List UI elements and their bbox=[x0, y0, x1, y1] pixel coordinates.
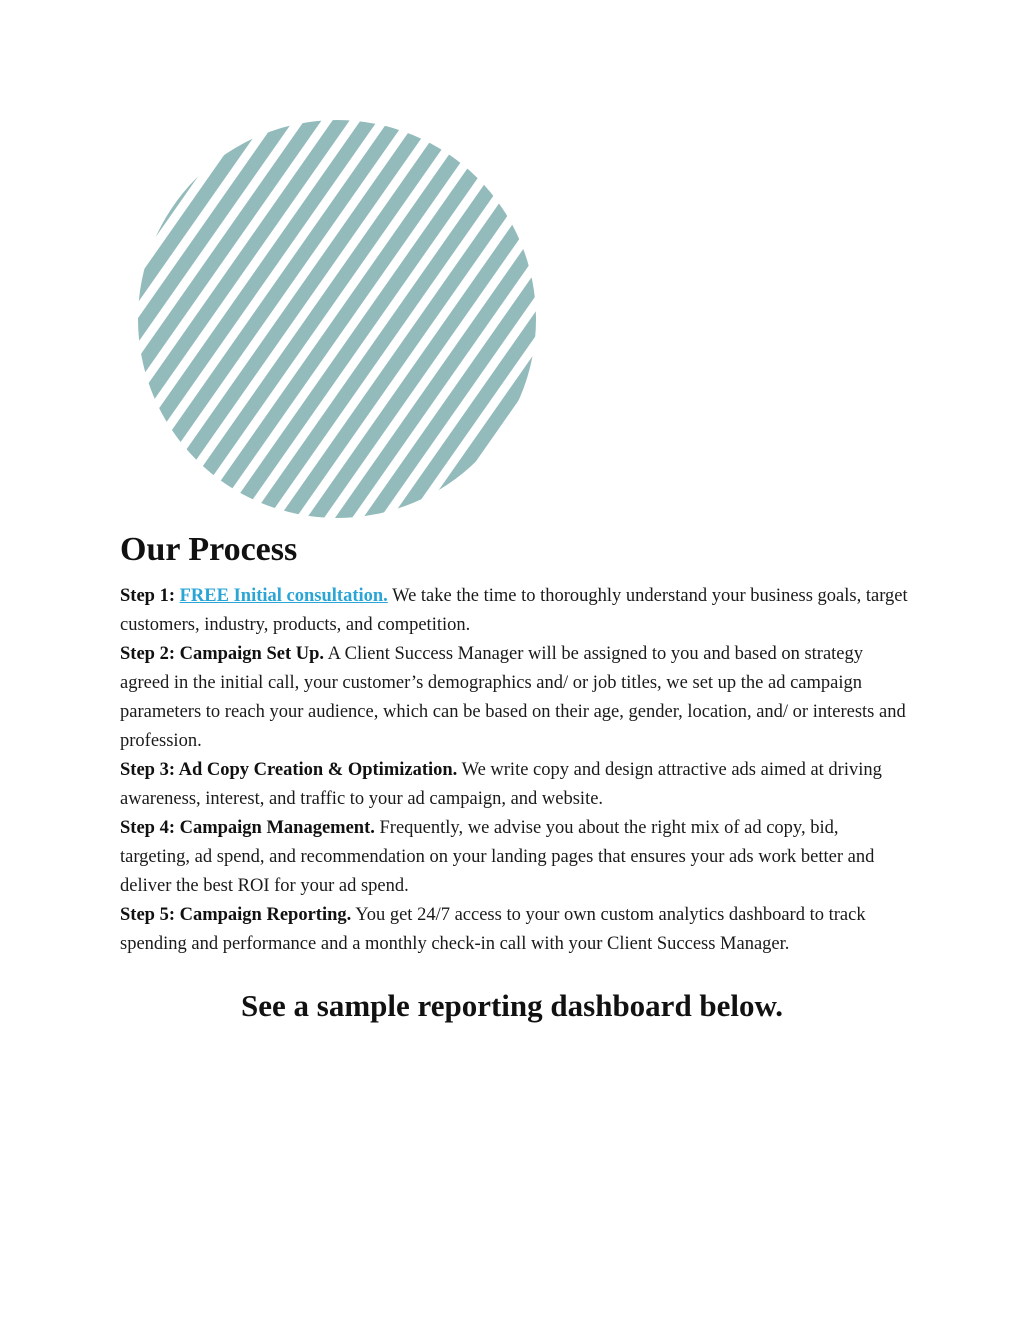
step-4-text: Frequently, we advise you about the right mix of ad copy, bid, targeting, ad spend, and recommendation on your landing pages that ensures your ads work better and deliver the best ROI for your ad spend. bbox=[120, 818, 875, 896]
step-4-label: Step 4: Campaign Management. bbox=[120, 818, 375, 838]
step-3-text: We write copy and design attractive ads aimed at driving awareness, interest, and traffic to your ad campaign, and website. bbox=[120, 760, 882, 809]
step-1-label: Step 1: bbox=[120, 586, 175, 606]
step-5-label: Step 5: Campaign Reporting. bbox=[120, 905, 352, 925]
striped-circle-graphic bbox=[137, 119, 537, 519]
step-2 bbox=[120, 640, 910, 756]
step-5-text: You get 24/7 access to your own custom analytics dashboard to track spending and performance and a monthly check-in call with your Client Success Manager. bbox=[120, 905, 866, 954]
sample-dashboard-heading: See a sample reporting dashboard below. bbox=[241, 988, 783, 1023]
steps-list bbox=[120, 582, 910, 959]
section-title: Our Process bbox=[120, 531, 298, 568]
step-3 bbox=[120, 756, 910, 814]
step-2-label: Step 2: Campaign Set Up. bbox=[120, 644, 325, 664]
step-2-text: A Client Success Manager will be assigned to you and based on strategy agreed in the initial call, your customer’s demographics and/ or job titles, we set up the ad campaign parameters to reach your audience, which can be based on their age, gender, location, and/ or interests and profession. bbox=[120, 644, 906, 751]
step-5 bbox=[120, 901, 910, 959]
step-3-label: Step 3: Ad Copy Creation & Optimization. bbox=[120, 760, 458, 780]
step-1 bbox=[120, 582, 910, 640]
process-section bbox=[120, 528, 910, 959]
free-consultation-link[interactable]: FREE Initial consultation. bbox=[179, 586, 388, 606]
step-1-text: We take the time to thoroughly understand your business goals, target customers, industry, products, and competition. bbox=[120, 586, 908, 635]
step-4 bbox=[120, 814, 910, 901]
